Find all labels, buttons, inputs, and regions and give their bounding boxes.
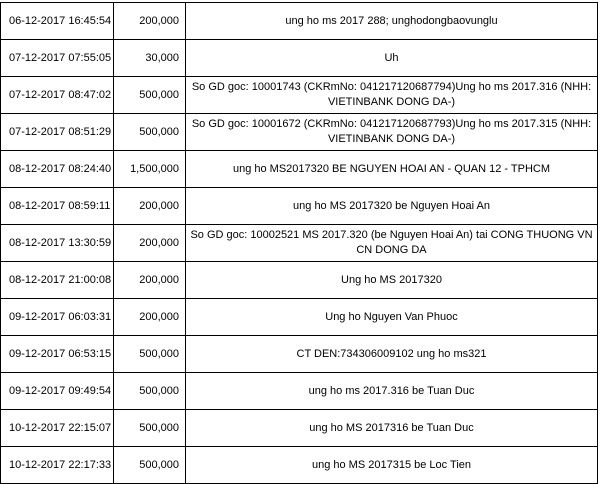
transaction-description: So GD goc: 10001672 (CKRmNo: 041217120687793)Ung ho ms 2017.315 (NHH: VIETINBANK DONG DA-) (186, 114, 598, 151)
transaction-datetime: 07-12-2017 08:51:29 (1, 114, 114, 151)
transaction-amount: 30,000 (114, 40, 186, 77)
transaction-datetime: 07-12-2017 08:47:02 (1, 77, 114, 114)
transaction-amount: 500,000 (114, 336, 186, 373)
transaction-description: ung ho ms 2017 288; unghodongbaovunglu (186, 3, 598, 40)
transaction-amount: 1,500,000 (114, 151, 186, 188)
transaction-description: So GD goc: 10001743 (CKRmNo: 041217120687794)Ung ho ms 2017.316 (NHH: VIETINBANK DONG DA-) (186, 77, 598, 114)
transaction-description: Ung ho MS 2017320 (186, 262, 598, 299)
transaction-datetime: 09-12-2017 09:49:54 (1, 373, 114, 410)
table-row (1, 114, 598, 151)
table-row (1, 373, 598, 410)
table-row (1, 225, 598, 262)
transaction-amount: 200,000 (114, 225, 186, 262)
table-row (1, 3, 598, 40)
transaction-description: ung ho MS 2017316 be Tuan Duc (186, 410, 598, 447)
transaction-description: So GD goc: 10002521 MS 2017.320 (be Nguyen Hoai An) tai CONG THUONG VN CN DONG DA (186, 225, 598, 262)
transaction-description: ung ho MS2017320 BE NGUYEN HOAI AN - QUAN 12 - TPHCM (186, 151, 598, 188)
table-row (1, 410, 598, 447)
transaction-description: ung ho MS 2017315 be Loc Tien (186, 447, 598, 484)
table-row (1, 77, 598, 114)
table-row (1, 262, 598, 299)
transaction-amount: 500,000 (114, 410, 186, 447)
transaction-datetime: 09-12-2017 06:53:15 (1, 336, 114, 373)
table-row (1, 188, 598, 225)
transaction-description: ung ho ms 2017.316 be Tuan Duc (186, 373, 598, 410)
transaction-datetime: 06-12-2017 16:45:54 (1, 3, 114, 40)
transaction-amount: 200,000 (114, 299, 186, 336)
transaction-datetime: 08-12-2017 08:59:11 (1, 188, 114, 225)
table-row (1, 151, 598, 188)
transaction-amount: 200,000 (114, 3, 186, 40)
transaction-datetime: 07-12-2017 07:55:05 (1, 40, 114, 77)
transaction-datetime: 08-12-2017 21:00:08 (1, 262, 114, 299)
transaction-description: Uh (186, 40, 598, 77)
table-row (1, 40, 598, 77)
transaction-description: ung ho MS 2017320 be Nguyen Hoai An (186, 188, 598, 225)
transaction-description: Ung ho Nguyen Van Phuoc (186, 299, 598, 336)
table-row (1, 336, 598, 373)
transaction-datetime: 10-12-2017 22:17:33 (1, 447, 114, 484)
transaction-amount: 500,000 (114, 373, 186, 410)
transaction-amount: 200,000 (114, 262, 186, 299)
transaction-datetime: 08-12-2017 08:24:40 (1, 151, 114, 188)
transaction-amount: 500,000 (114, 77, 186, 114)
table-row (1, 447, 598, 484)
transaction-datetime: 09-12-2017 06:03:31 (1, 299, 114, 336)
transaction-datetime: 08-12-2017 13:30:59 (1, 225, 114, 262)
transaction-table (0, 2, 598, 484)
table-row (1, 299, 598, 336)
transaction-description: CT DEN:734306009102 ung ho ms321 (186, 336, 598, 373)
transaction-amount: 500,000 (114, 114, 186, 151)
transaction-amount: 500,000 (114, 447, 186, 484)
transaction-amount: 200,000 (114, 188, 186, 225)
transaction-datetime: 10-12-2017 22:15:07 (1, 410, 114, 447)
